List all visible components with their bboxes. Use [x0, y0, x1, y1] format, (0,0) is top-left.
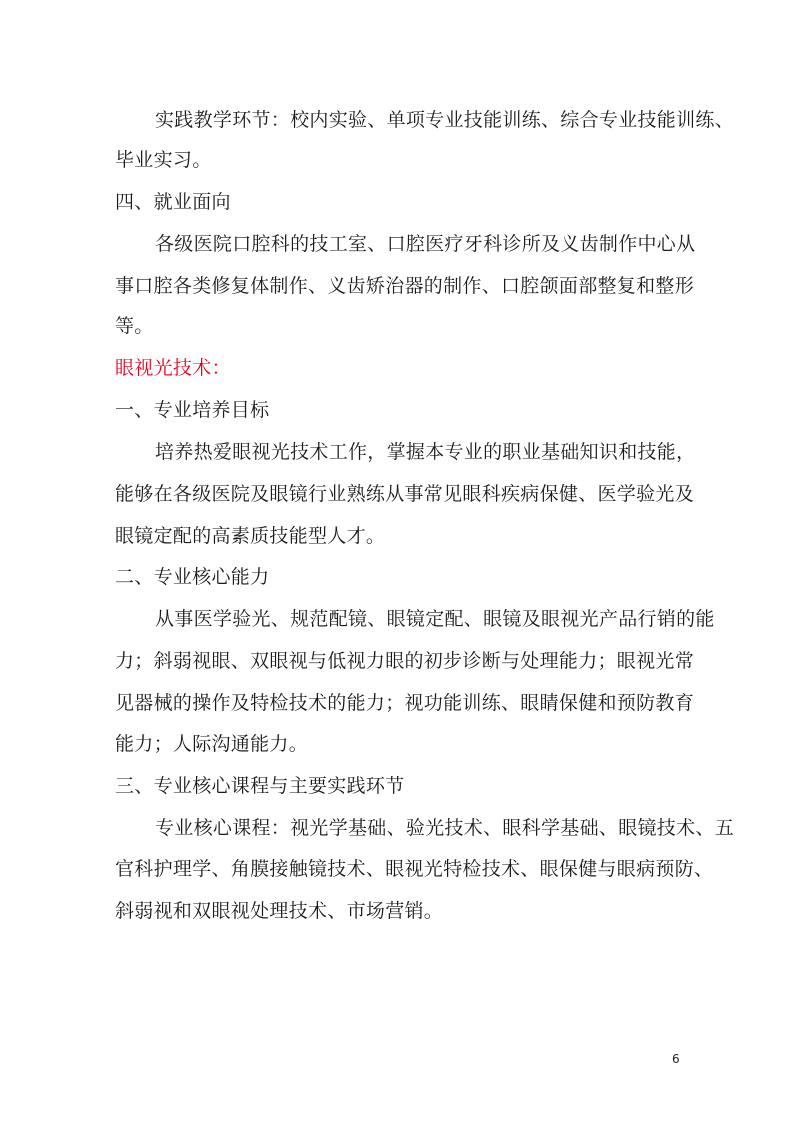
section-heading-employment: 四、就业面向: [115, 191, 231, 213]
practice-line-2: 毕业实习。: [115, 149, 212, 171]
section-heading-courses: 三、专业核心课程与主要实践环节: [115, 775, 405, 797]
section-heading-ability: 二、专业核心能力: [115, 566, 270, 588]
goal-line-1: 培养热爱眼视光技术工作，掌握本专业的职业基础知识和技能，: [155, 441, 696, 463]
optometry-title: 眼视光技术：: [115, 357, 231, 379]
employment-line-1: 各级医院口腔科的技工室、口腔医疗牙科诊所及义齿制作中心从: [155, 233, 696, 255]
section-heading-goal: 一、专业培养目标: [115, 399, 270, 421]
ability-line-2: 力；斜弱视眼、双眼视与低视力眼的初步诊断与处理能力；眼视光常: [115, 650, 695, 672]
courses-line-1: 专业核心课程：视光学基础、验光技术、眼科学基础、眼镜技术、五: [155, 817, 735, 839]
employment-line-2: 事口腔各类修复体制作、义齿矫治器的制作、口腔颌面部整复和整形: [115, 275, 695, 297]
practice-line-1: 实践教学环节：校内实验、单项专业技能训练、综合专业技能训练、: [155, 109, 735, 131]
goal-line-3: 眼镜定配的高素质技能型人才。: [115, 525, 386, 547]
courses-line-2: 官科护理学、角膜接触镜技术、眼视光特检技术、眼保健与眼病预防、: [115, 858, 714, 880]
ability-line-1: 从事医学验光、规范配镜、眼镜定配、眼镜及眼视光产品行销的能: [155, 608, 715, 630]
page-number: 6: [672, 1052, 680, 1066]
ability-line-4: 能力；人际沟通能力。: [115, 733, 309, 755]
goal-line-2: 能够在各级医院及眼镜行业熟练从事常见眼科疾病保健、医学验光及: [115, 483, 695, 505]
employment-line-3: 等。: [115, 315, 154, 337]
courses-line-3: 斜弱视和双眼视处理技术、市场营销。: [115, 900, 444, 922]
ability-line-3: 见器械的操作及特检技术的能力；视功能训练、眼睛保健和预防教育: [115, 692, 695, 714]
